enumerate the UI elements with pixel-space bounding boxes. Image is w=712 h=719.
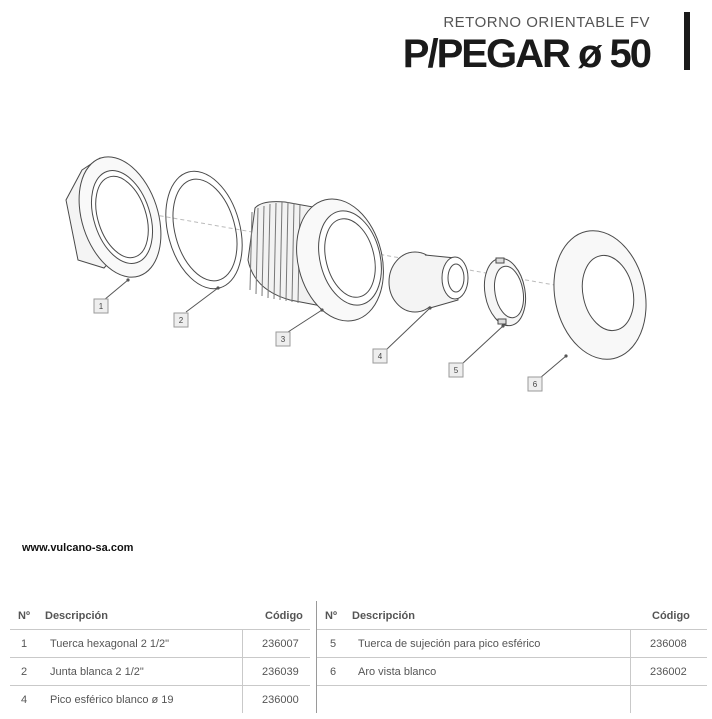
row-num: 2 <box>21 666 28 678</box>
row-code: 236039 <box>262 666 299 678</box>
table-header <box>10 601 310 629</box>
parts-table-right <box>317 601 707 713</box>
leader-5 <box>462 326 503 364</box>
parts-table-left <box>10 601 310 713</box>
row-code: 236002 <box>650 666 687 678</box>
row-code: 236000 <box>262 694 299 706</box>
title-accent-bar <box>684 12 690 70</box>
table-row <box>317 685 707 713</box>
table-row <box>10 657 310 685</box>
leader-2 <box>186 288 218 312</box>
row-description: Aro vista blanco <box>358 666 437 678</box>
exploded-parts-diagram <box>0 100 712 530</box>
row-description: Tuerca hexagonal 2 1/2" <box>50 638 170 650</box>
part-6-visible-ring <box>542 222 657 368</box>
header-num: Nº <box>18 610 30 622</box>
callout-5: 5 <box>453 366 459 375</box>
leader-3 <box>288 310 322 332</box>
header-description: Descripción <box>45 610 108 622</box>
row-num: 1 <box>21 638 28 650</box>
table-row <box>10 685 310 713</box>
part-1-hex-nut <box>65 146 176 287</box>
table-row <box>317 657 707 685</box>
callout-1: 1 <box>98 302 104 311</box>
row-description: Junta blanca 2 1/2" <box>50 666 144 678</box>
header-num: Nº <box>325 610 337 622</box>
leader-4 <box>386 308 430 350</box>
row-code: 236008 <box>650 638 687 650</box>
website-url: www.vulcano-sa.com <box>22 542 134 554</box>
table-row <box>317 629 707 657</box>
table-header <box>317 601 707 629</box>
callout-2: 2 <box>178 316 184 325</box>
part-5-retaining-nut <box>479 255 530 329</box>
leader-6 <box>540 356 566 378</box>
leader-1 <box>104 280 128 300</box>
row-description: Pico esférico blanco ø 19 <box>50 694 174 706</box>
row-code: 236007 <box>262 638 299 650</box>
header-code: Código <box>652 610 690 622</box>
header-code: Código <box>265 610 303 622</box>
part-4-spherical-nozzle <box>389 252 468 312</box>
row-num: 5 <box>330 638 337 650</box>
callout-3: 3 <box>280 335 286 344</box>
row-description: Tuerca de sujeción para pico esférico <box>358 638 541 650</box>
row-num: 4 <box>21 694 28 706</box>
callout-6: 6 <box>532 380 538 389</box>
product-subtitle: RETORNO ORIENTABLE FV <box>443 14 650 31</box>
callout-4: 4 <box>377 352 383 361</box>
header-description: Descripción <box>352 610 415 622</box>
row-num: 6 <box>330 666 337 678</box>
header <box>350 12 690 76</box>
product-title: P/PEGAR ø 50 <box>402 32 650 76</box>
table-row <box>10 629 310 657</box>
